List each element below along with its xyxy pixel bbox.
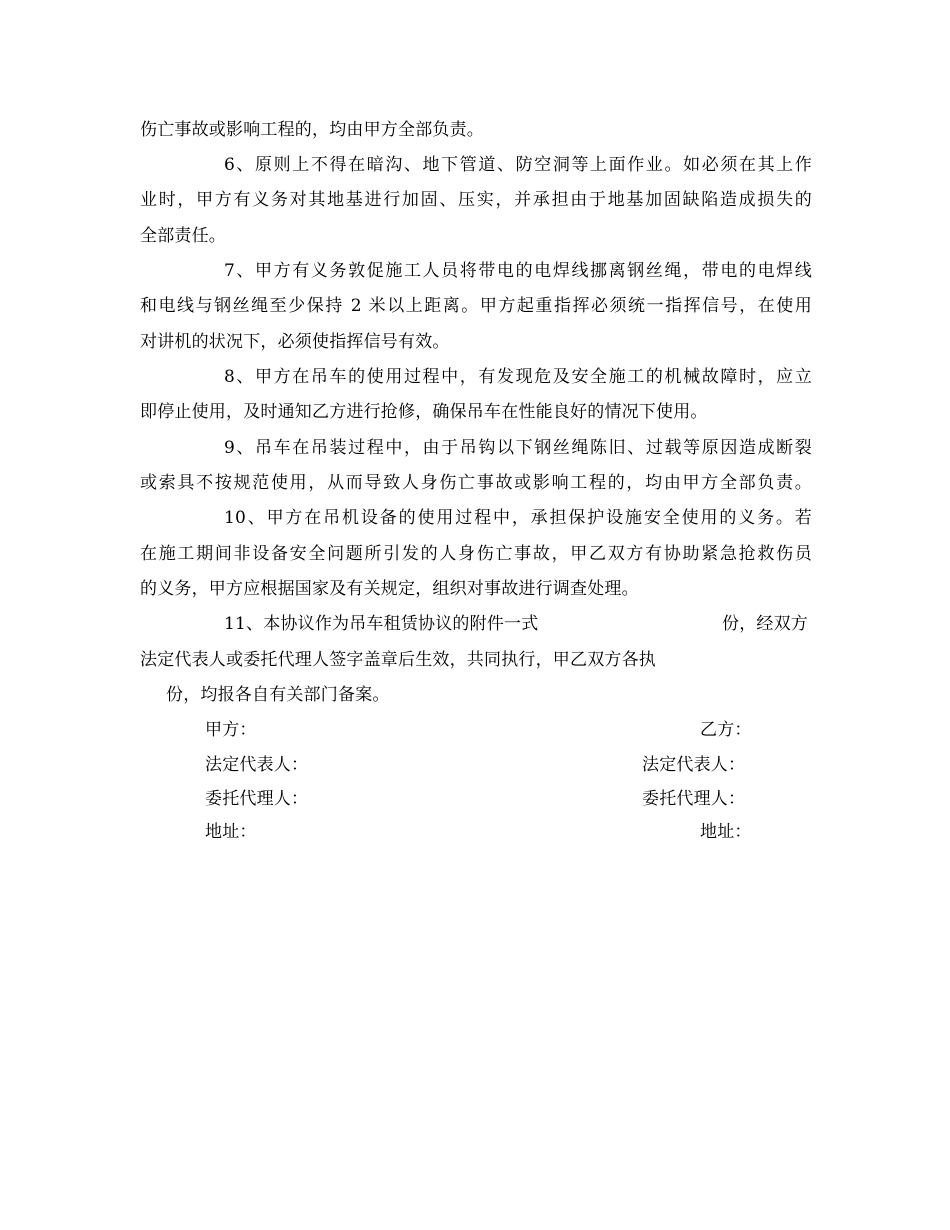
clause-11-line-1-start: 11、本协议作为吊车租赁协议的附件一式: [224, 614, 539, 634]
clause-11-line-3: 份，均报各自有关部门备案。: [166, 685, 390, 705]
clause-7-line-1: 7、甲方有义务敦促施工人员将带电的电焊线挪离钢丝绳，带电的电焊线: [224, 261, 812, 281]
party-b-legal-rep-label: 法定代表人：: [642, 755, 746, 775]
party-b-address-label: 地址：: [700, 822, 752, 842]
party-a-legal-rep-label: 法定代表人：: [205, 755, 309, 775]
clause-9-line-1: 9、吊车在吊装过程中，由于吊钩以下钢丝绳陈旧、过载等原因造成断裂: [224, 438, 812, 458]
party-b-label: 乙方：: [700, 720, 752, 740]
party-b-agent-label: 委托代理人：: [642, 789, 746, 809]
clause-11-line-1-end: 份，经双方: [722, 614, 808, 634]
clause-7-line-3: 对讲机的状况下，必须使指挥信号有效。: [140, 332, 450, 352]
clause-7-line-2: 和电线与钢丝绳至少保持 2 米以上距离。甲方起重指挥必须统一指挥信号，在使用: [140, 296, 812, 316]
clause-8-line-1: 8、甲方在吊车的使用过程中，有发现危及安全施工的机械故障时，应立: [224, 367, 812, 387]
party-a-address-label: 地址：: [205, 822, 257, 842]
clause-6-line-3: 全部责任。: [140, 226, 226, 246]
party-a-agent-label: 委托代理人：: [205, 789, 309, 809]
clause-6-line-2: 业时，甲方有义务对其地基进行加固、压实，并承担由于地基加固缺陷造成损失的: [140, 190, 812, 210]
paragraph-5-tail: 伤亡事故或影响工程的，均由甲方全部负责。: [140, 120, 484, 140]
clause-10-line-3: 的义务，甲方应根据国家及有关规定，组织对事故进行调查处理。: [140, 579, 639, 599]
party-a-label: 甲方：: [205, 720, 257, 740]
clause-8-line-2: 即停止使用，及时通知乙方进行抢修，确保吊车在性能良好的情况下使用。: [140, 402, 708, 422]
clause-6-line-1: 6、原则上不得在暗沟、地下管道、防空洞等上面作业。如必须在其上作: [224, 155, 812, 175]
clause-10-line-2: 在施工期间非设备安全问题所引发的人身伤亡事故，甲乙双方有协助紧急抢救伤员: [140, 544, 812, 564]
clause-11-line-2: 法定代表人或委托代理人签字盖章后生效，共同执行，甲乙双方各执: [140, 650, 656, 670]
clause-9-line-2: 或索具不按规范使用，从而导致人身伤亡事故或影响工程的，均由甲方全部负责。: [140, 473, 812, 493]
clause-10-line-1: 10、甲方在吊机设备的使用过程中，承担保护设施安全使用的义务。若: [224, 508, 812, 528]
